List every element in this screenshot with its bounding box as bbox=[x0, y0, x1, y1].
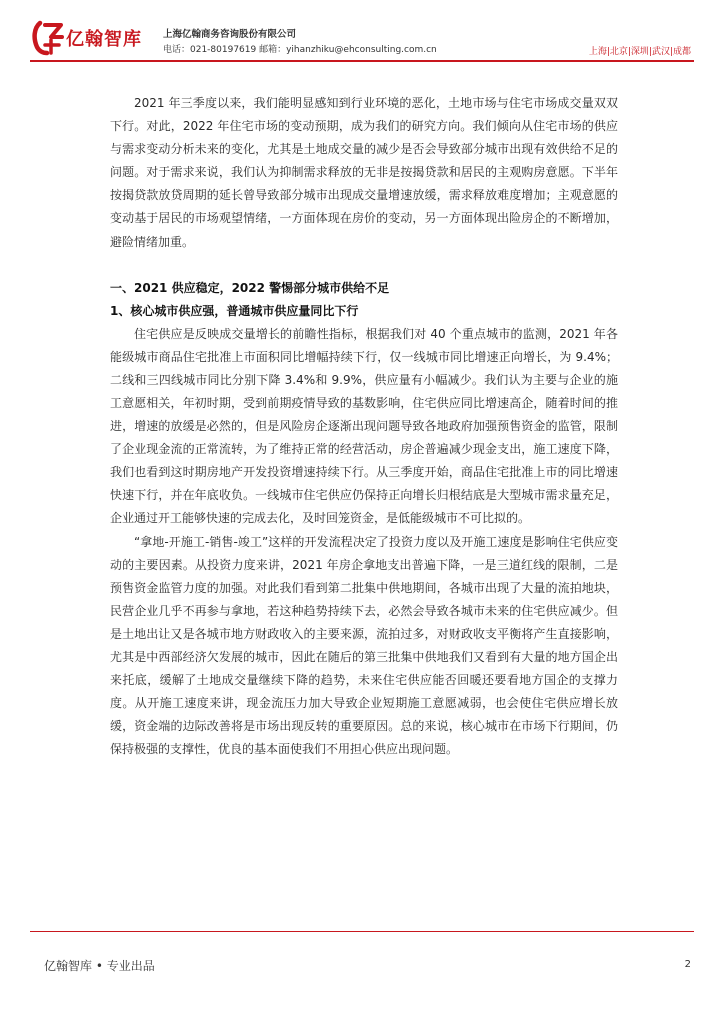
company-name: 上海亿翰商务咨询股份有限公司 bbox=[163, 29, 297, 40]
body-paragraph-1: 住宅供应是反映成交量增长的前瞻性指标，根据我们对 40 个重点城市的监测，2021 年各能级城市商品住宅批准上市面积同比增幅持续下行，仅一线城市同比增速正向增长，为 9.4%；二线和三四线城市同比分别下降 3.4%和 9.9%，供应量有小幅减少。我们认为主要与企业的施工意愿相关，年初时期，受到前期疫情导致的基数影响，住宅供应同比增速高企，随着时间的推进，增速的放缓是必然的，但是风险房企逐渐出现问题导致各地政府加强预售资金的监管，限制了企业现金流的正常流转，为了维持正常的经营活动，房企普遍减少现金支出，施工速度下降，我们也看到这时期房地产开发投资增速持续下行。从三季度开始，商品住宅批准上市的同比增速快速下行，并在年底收负。一线城市住宅供应仍保持正向增长归根结底是大型城市需求量充足，企业通过开工能够快速的完成去化，及时回笼资金，是低能级城市不可比拟的。 bbox=[110, 326, 618, 526]
page-number: 2 bbox=[684, 959, 691, 970]
brand-name: 亿翰智库 bbox=[66, 29, 142, 50]
footer-brand-text: 亿翰智库 • 专业出品 bbox=[44, 959, 155, 973]
intro-paragraph: 2021 年三季度以来，我们能明显感知到行业环境的恶化，土地市场与住宅市场成交量双双下行。对此，2022 年住宅市场的变动预期，成为我们的研究方向。我们倾向从住宅市场的供应与需求变动分析未来的变化，尤其是土地成交量的减少是否会导致部分城市出现有效供给不足的问题。对于需求来说，我们认为抑制需求释放的无非是按揭贷款和居民的主观购房意愿。下半年按揭贷款放贷周期的延长曾导致部分城市出现成交量增速放缓，需求释放难度增加；主观意愿的变动基于居民的市场观望情绪，一方面体现在房价的变动，另一方面体现出险房企的不断增加，避险情绪加重。 bbox=[110, 96, 618, 249]
header-divider bbox=[30, 60, 694, 62]
section-heading: 一、2021 供应稳定，2022 警惕部分城市供给不足 bbox=[110, 280, 390, 295]
yihan-logo-icon bbox=[30, 20, 66, 56]
subsection-heading: 1、核心城市供应强，普通城市供应量同比下行 bbox=[110, 303, 359, 318]
body-paragraph-2: “拿地-开施工-销售-竣工”这样的开发流程决定了投资力度以及开施工速度是影响住宅供应变动的主要因素。从投资力度来讲，2021 年房企拿地支出普遍下降，一是三道红线的限制，二是预售资金监管力度的加强。对此我们看到第二批集中供地期间，各城市出现了大量的流拍地块，民营企业几乎不再参与拿地，若这种趋势持续下去，必然会导致各城市未来的住宅供应减少。但是土地出让又是各城市地方财政收入的主要来源，流拍过多，对财政收支平衡将产生直接影响，尤其是中西部经济欠发展的城市，因此在随后的第三批集中供地我们又看到有大量的地方国企出来托底，缓解了土地成交量继续下降的趋势，未来住宅供应能否回暖还要看地方国企的支撑力度。从开施工速度来讲，现金流压力加大导致企业短期施工意愿减弱，也会使住宅供应增长放缓，资金端的边际改善将是市场出现反转的重要原因。总的来说，核心城市在市场下行期间，仍保持极强的支撑性，优良的基本面使我们不用担心供应出现问题。 bbox=[110, 534, 618, 757]
document-body bbox=[110, 92, 618, 761]
footer-divider bbox=[30, 931, 694, 932]
page-header bbox=[0, 0, 724, 64]
office-cities: 上海|北京|深圳|武汉|成都 bbox=[588, 47, 691, 57]
contact-info: 电话：021-80197619 邮箱：yihanzhiku@ehconsulting.com.cn bbox=[163, 45, 437, 55]
